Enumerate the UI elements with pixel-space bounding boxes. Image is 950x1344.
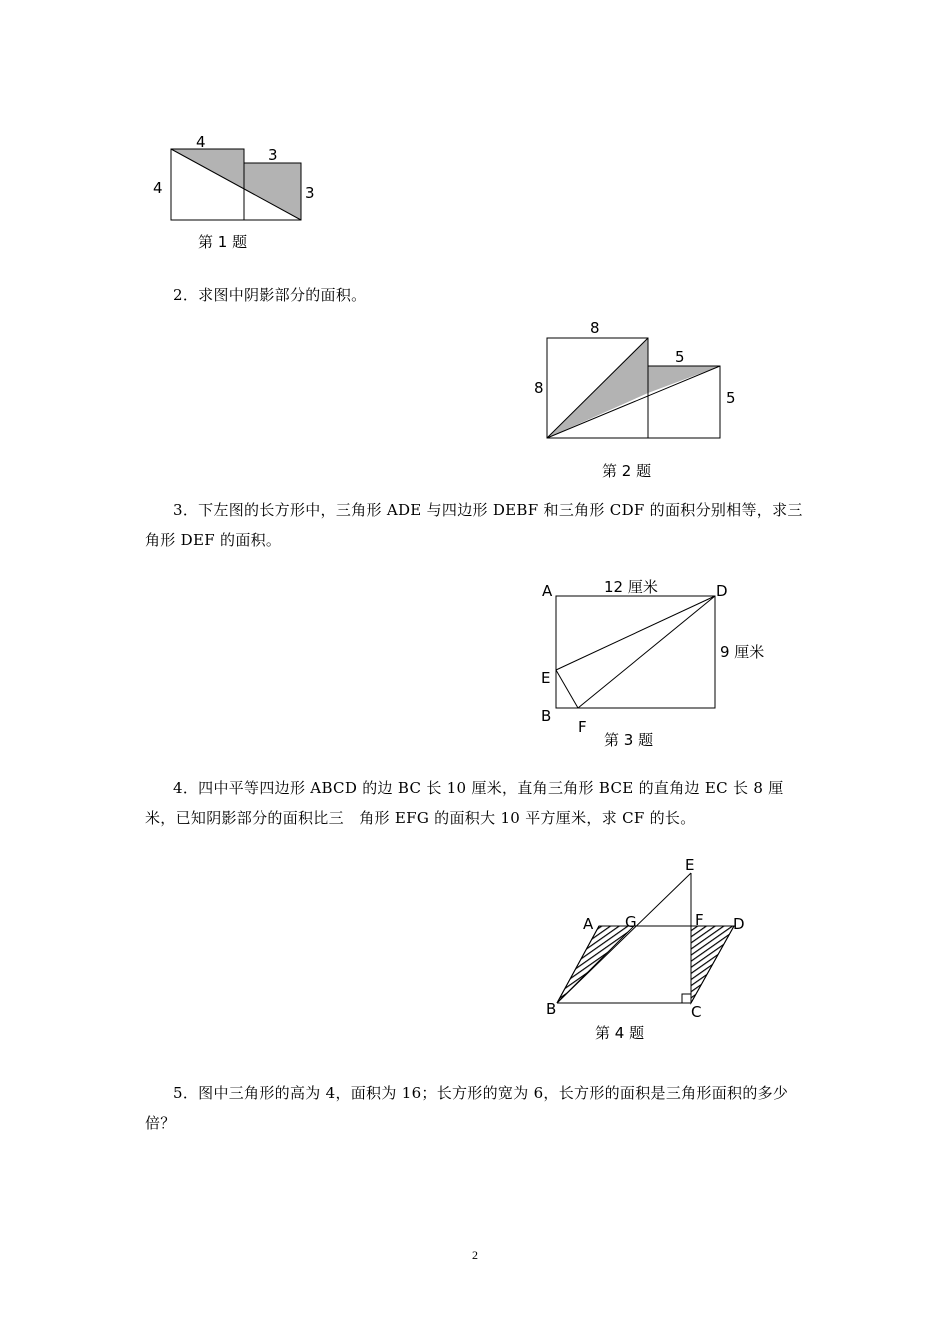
fig4-caption: 第 4 题 [595, 1024, 645, 1042]
fig2-label-top: 8 [590, 319, 600, 337]
fig4-point-b: B [546, 1000, 557, 1018]
figure-3 [530, 578, 780, 753]
fig3-point-d: D [716, 582, 728, 600]
fig3-line-ed [556, 596, 715, 670]
fig2-caption: 第 2 题 [602, 462, 652, 480]
fig2-label-top-right: 5 [675, 348, 685, 366]
fig4-point-a: A [583, 915, 594, 933]
figure-1 [140, 128, 330, 258]
problem-2: 2．求图中阴影部分的面积。 [173, 286, 367, 304]
fig1-label-left: 4 [153, 179, 163, 197]
fig4-line-be [557, 873, 691, 1003]
fig3-point-a: A [542, 582, 553, 600]
fig3-line-ef [556, 670, 578, 708]
problem-4: 4．四中平等四边形 ABCD 的边 BC 长 10 厘米，直角三角形 BCE 的直角边 EC 长 8 厘米，已知阴影部分的面积比三 角形 EFG 的面积大 10 平方厘米，求 CF 的长。 [145, 779, 784, 827]
fig1-shade-right [244, 163, 301, 220]
fig1-label-right: 3 [305, 184, 315, 202]
problem-3: 3．下左图的长方形中，三角形 ADE 与四边形 DEBF 和三角形 CDF 的面积分别相等，求三角形 DEF 的面积。 [145, 501, 803, 549]
fig4-right-angle-mark [682, 994, 691, 1003]
fig4-point-f: F [695, 911, 704, 929]
fig1-label-top-left: 4 [196, 133, 206, 151]
problem-5: 5．图中三角形的高为 4，面积为 16；长方形的宽为 6，长方形的面积是三角形面积的多少倍？ [145, 1084, 789, 1132]
fig4-point-c: C [691, 1003, 702, 1021]
fig3-point-b: B [541, 707, 552, 725]
page-number: 2 [472, 1248, 478, 1262]
fig3-line-fd [578, 596, 715, 708]
fig2-label-right: 5 [726, 389, 736, 407]
fig3-top-length: 12 厘米 [604, 578, 658, 596]
fig4-point-d: D [733, 915, 745, 933]
fig1-caption: 第 1 题 [198, 233, 248, 251]
figure-4 [535, 850, 765, 1050]
figure-2 [520, 313, 750, 483]
fig1-label-top-right: 3 [268, 146, 278, 164]
fig3-side-length: 9 厘米 [720, 643, 765, 661]
fig3-point-e: E [541, 669, 551, 687]
fig2-label-left: 8 [534, 379, 544, 397]
fig4-point-g: G [625, 913, 637, 931]
fig4-point-e: E [685, 856, 695, 874]
fig3-rectangle [556, 596, 715, 708]
fig3-point-f: F [578, 718, 587, 736]
fig3-caption: 第 3 题 [604, 731, 654, 749]
